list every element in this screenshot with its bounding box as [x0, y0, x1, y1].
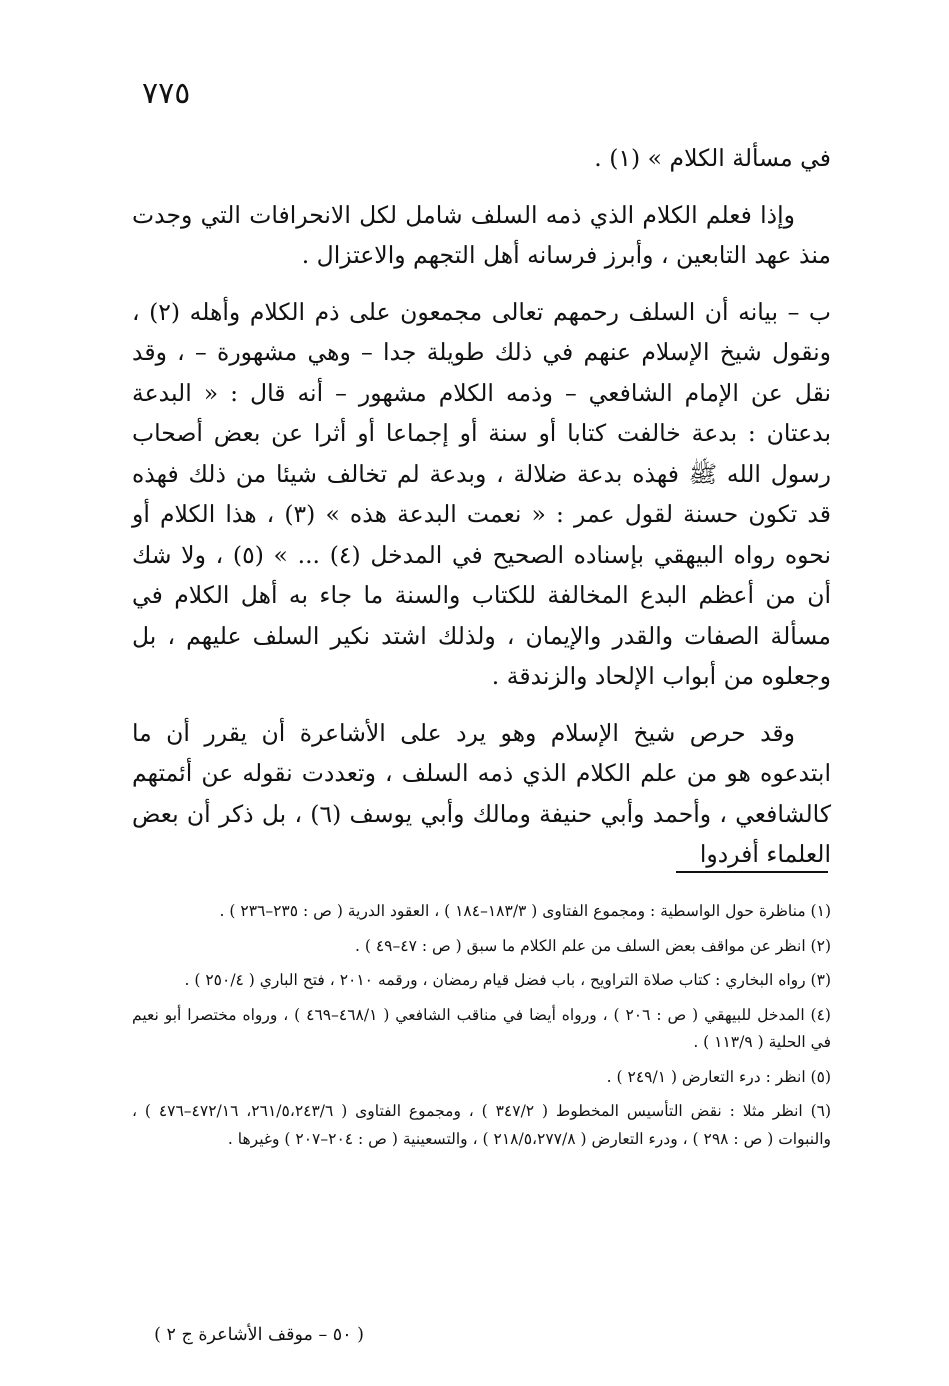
main-text: [132, 138, 831, 891]
footnotes: [132, 898, 831, 1160]
paragraph-4: وقد حرص شيخ الإسلام وهو يرد على الأشاعرة أن يقرر أن ما ابتدعوه هو من علم الكلام الذي ذمه السلف ، وتعددت نقوله عن أئمتهم كالشافعي ، وأحمد وأبي حنيفة ومالك وأبي يوسف (٦) ، بل ذكر أن بعض العلماء أفردوا: [132, 718, 832, 868]
footnote-3: (٣) رواه البخاري : كتاب صلاة التراويح ، باب فضل قيام رمضان ، ورقمه ٢٠١٠ ، فتح الباري ( ٢٥٠/٤ ) .: [184, 971, 831, 989]
signature-marker: ( ٥٠ – موقف الأشاعرة ج ٢ ): [154, 1325, 364, 1345]
paragraph-1: في مسألة الكلام » (١) .: [594, 144, 831, 172]
paragraph-2: وإذا فعلم الكلام الذي ذمه السلف شامل لكل الانحرافات التي وجدت منذ عهد التابعين ، وأبرز فرسانه أهل التجهم والاعتزال .: [132, 200, 831, 269]
footnote-2: (٢) انظر عن مواقف بعض السلف من علم الكلام ما سبق ( ص : ٤٧–٤٩ ) .: [355, 936, 831, 955]
footnote-separator: [676, 871, 828, 873]
page-number: ٧٧٥: [142, 76, 191, 111]
paragraph-3: ب – بيانه أن السلف رحمهم تعالى مجمعون على ذم الكلام وأهله (٢) ، ونقول شيخ الإسلام عنهم في ذلك طويلة جدا – وهي مشهورة – ، وقد نقل عن الإمام الشافعي – وذمه الكلام مشهور – أنه قال : « البدعة بدعتان : بدعة خالفت كتابا أو سنة أو إجماعا أو أثرا عن بعض أصحاب رسول الله ﷺ فهذه بدعة ضلالة ، وبدعة لم تخالف شيئا من ذلك فهذه قد تكون حسنة لقول عمر : « نعمت البدعة هذه » (٣) ، هذا الكلام أو نحوه رواه البيهقي بإسناده الصحيح في المدخل (٤) ... » (٥) ، ولا شك أن من أعظم البدع المخالفة للكتاب والسنة ما جاء به أهل الكلام في مسألة الصفات والقدر والإيمان ، ولذلك اشتد نكير السلف عليهم ، بل وجعلوه من أبواب الإلحاد والزندقة .: [132, 297, 831, 690]
footnote-6: (٦) انظر مثلا : نقض التأسيس المخطوط ( ٣٤٧/٢ ) ، ومجموع الفتاوى ( ٢٦١/٥،٢٤٣/٦، ٤٧٢/١٦–٤٧٦ ) ، والنبوات ( ص : ٢٩٨ ) ، ودرء التعارض ( ٢١٨/٥،٢٧٧/٨ ) ، والتسعينية ( ص : ٢٠٤–٢٠٧ ) وغيرها .: [132, 1102, 832, 1148]
footnote-4: (٤) المدخل للبيهقي ( ص : ٢٠٦ ) ، ورواه أيضا في مناقب الشافعي ( ٤٦٨/١–٤٦٩ ) ، ورواه مختصرا أبو نعيم في الحلية ( ١١٣/٩ ) .: [132, 1005, 831, 1051]
footnote-1: (١) مناظرة حول الواسطية : ومجموع الفتاوى ( ١٨٣/٣–١٨٤ ) ، العقود الدرية ( ص : ٢٣٥–٢٣٦ ) .: [219, 902, 831, 920]
footnote-5: (٥) انظر : درء التعارض ( ٢٤٩/١ ) .: [606, 1067, 831, 1086]
